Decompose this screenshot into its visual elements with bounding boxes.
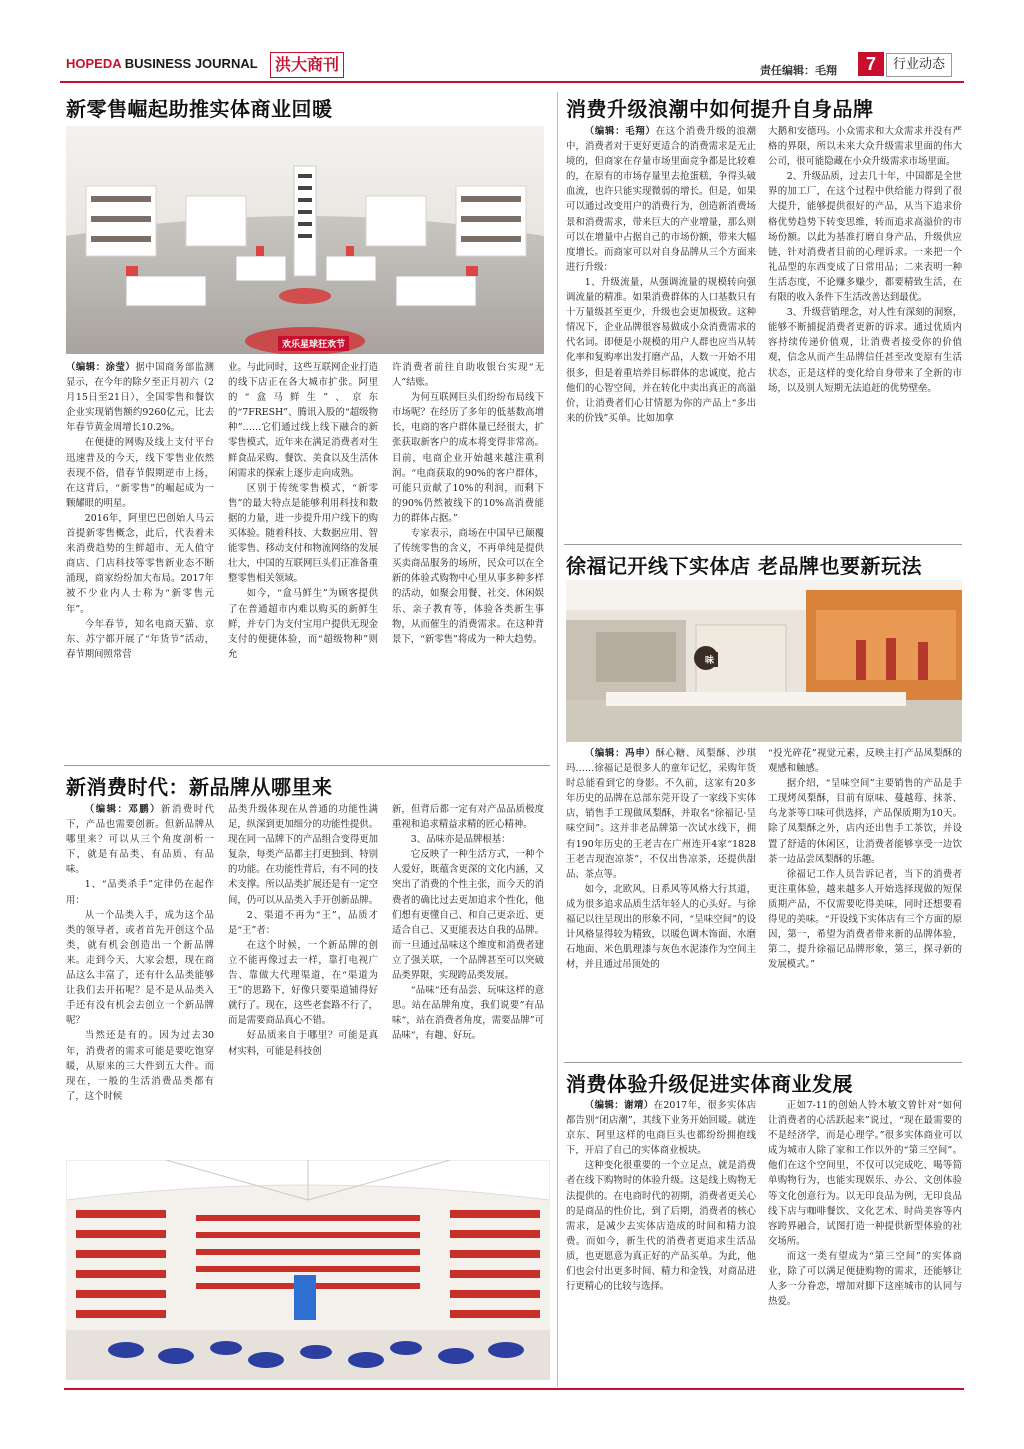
paragraph: 业。与此同时，这些互联网企业打造的线下店正在各大城市扩张。阿里的“盒马鲜生”、京东的“7FRESH”、腾讯入股的“超级物种”……它们通过线上线下融合的新零售模式，近年来在满足消费者对生鲜食品采购、餐饮、美食以及生活休闲需求的探索上逐步走向成熟。 (228, 362, 378, 479)
paragraph: 据中国商务部监测显示，在今年的除夕至正月初六（2月15日至21日），全国零售和餐饮企业实现销售额约9260亿元，比去年春节黄金周增长10.2%。 (66, 362, 214, 434)
paragraph: 在2017年，很多实体店都告别“闭店潮”，其线下业务开始回暖。就连京东、阿里这样的电商巨头也都纷纷拥抱线下，开启了自己的实体商业板块。 (566, 1100, 756, 1157)
paragraph: 当然还是有的。因为过去30年，消费者的需求可能是要吃饱穿暖，从原来的三大件到五大件。而现在，一般的生活消费品类都有了，这个时候 (66, 1030, 214, 1102)
paragraph: 2、升级品质，过去几十年，中国都是全世界的加工厂，在这个过程中供给能力得到了很大提升，能够提供很好的产品，从当下追求价格优势趋势下转变思维，转而追求高溢价的市场份额。以此为基准打磨自身产品，升级供应链，针对消费者目前的心理诉求。一来把一个礼品型的东西变成了日常用品；二来表明一种生活态度，不论赚多赚少，都要精致生活，在有限的收入条件下生活改善达到最优。 (768, 171, 962, 304)
article-column (392, 802, 544, 1152)
page-header (60, 52, 964, 82)
article-editor: （编辑：冯申） (584, 748, 656, 759)
article-title: 新零售崛起助推实体商业回暖 (66, 97, 333, 121)
article-column (392, 360, 544, 760)
paragraph: 2、渠道不再为“王”，品质才是“王”者： (228, 909, 378, 936)
article-column (228, 802, 378, 1152)
paragraph: 好品质来自于哪里？可能是真材实料，可能是科技创 (228, 1030, 378, 1057)
paragraph: “品味“还有品尝、玩味这样的意思。站在品牌角度，我们说要”有品味“，站在消费者角度，需要品牌”可品味“，有趣、好玩。 (392, 985, 544, 1042)
page-number: 7 (858, 52, 884, 76)
article-separator (64, 765, 550, 766)
paragraph: 从一个品类入手，成为这个品类的领导者，或者首先开创这个品类，就有机会创造出一个新品牌来。走到今天，大家会想，现在商品这么丰富了，还有什么品类能够让我们去开拓呢？是不是从品类入手还有没有机会去创立一个新品牌呢？ (66, 909, 214, 1027)
article-editor: （编辑：谢靖） (584, 1100, 654, 1111)
paragraph: 在便捷的网购及线上支付平台迅速普及的今天，线下零售业依然表现不俗，借春节假期逆市上扬，在这背后，“新零售”的崛起成为一颗耀眼的明星。 (66, 437, 214, 509)
article-separator (564, 1062, 962, 1063)
responsible-editor: 责任编辑：毛翔 (760, 64, 837, 77)
bookstore-shelves-photo (66, 1160, 550, 1380)
article-column (566, 124, 756, 542)
article-column (228, 360, 378, 760)
paragraph: 如今，“盒马鲜生”为顾客提供了在普通超市内难以购买的新鲜生鲜，并专门为支付宝用户提供无现金支付的便捷体验，而“超级物种”则允 (228, 588, 378, 660)
paragraph: 大鹅和安德玛。小众需求和大众需求并没有严格的界限，所以未来大众升级需求里面的伟大公司，很可能隐藏在小众升级需求市场里面。 (768, 126, 962, 168)
paragraph: 它反映了一种生活方式，一种个人爱好，既蕴含更深的文化内涵，又突出了消费的个性主张，而今天的消费者的确比过去更加追求个性化，他们想有更懂自己、和自己更亲近、更适合自己、又更能表达自我的品牌。而一旦通过品味这个维度和消费者建立了强关联，一个品牌甚至可以突破品类界限，实现跨品类发展。 (392, 849, 544, 982)
store-logo-sign: 味 (701, 652, 718, 667)
masthead-english (66, 56, 258, 71)
paragraph: 新，但背后都一定有对产品品质极度重视和追求精益求精的匠心精神。 (392, 804, 544, 831)
article-column (66, 802, 214, 1152)
mall-store-photo (66, 126, 544, 354)
paragraph: 专家表示，商场在中国早已颠覆了传统零售的含义，不再单纯是提供买卖商品服务的场所，民众可以在全新的体验式购物中心里从事多种多样的活动，如聚会用餐、社交、休闲娱乐、亲子教育等，体验各类新生事物，从而催生的消费需求。在这种背景下，“新零售”将成为一种大趋势。 (392, 528, 544, 645)
article-column (566, 1098, 756, 1380)
article-title: 消费体验升级促进实体商业发展 (566, 1072, 853, 1096)
store-interior-photo (566, 580, 962, 742)
article-column (768, 1098, 962, 1380)
masthead-business-journal: BUSINESS JOURNAL (121, 56, 258, 71)
paragraph: 许消费者前往自助收银台实现“无人”结账。 (392, 362, 544, 389)
paragraph: 在这个时候，一个新品牌的创立不能再像过去一样，靠打电视广告、靠做大代理渠道，在“渠道为王”的思路下，好像只要渠道铺得好就行了。现在，这些老套路不行了，而是需要商品真心不错。 (228, 939, 378, 1027)
article-title: 徐福记开线下实体店 老品牌也要新玩法 (566, 554, 922, 578)
article-title: 消费升级浪潮中如何提升自身品牌 (566, 97, 874, 121)
paragraph: 为何互联网巨头们纷纷布局线下市场呢？在经历了多年的低基数高增长，电商的客户群体量已经很大，扩张获取新客户的成本将变得非常高。目前，电商企业开始越来越注重利润。“电商获取的90%的客户群体，可能只贡献了10%的利润，而剩下的90%仍然被线下的10%高消费能力的群体占据。” (392, 392, 544, 524)
paragraph: 新消费时代下，产品也需要创新。但新品牌从哪里来？可以从三个角度剖析一下，就是有品类、有品质、有品味。 (66, 804, 214, 876)
article-column (566, 746, 756, 1058)
paragraph: 如今，北欧风、日系风等风格大行其道，成为很多追求品质生活年轻人的心头好。与徐福记以往呈现出的形象不同，“呈味空间”的设计风格显得较为精致，以暖色调木饰面、水磨石地面、米色肌理漆与灰色水泥漆作为空间主材，并且通过吊顶处的 (566, 883, 756, 971)
paragraph: 这种变化很重要的一个立足点，就是消费者在线下购物时的体验升级。这是线上购物无法提供的。在电商时代的初期，消费者更关心的是商品的性价比，到了后期，消费者的核心需求，是减少去实体店造成的时间和精力浪费。而如今，新生代的消费者更追求生活品质，也更愿意为真正好的产品买单。为此，他们也会付出更多时间、精力和金钱，对商品进行更精心的比较与选择。 (566, 1160, 756, 1293)
paragraph: 3、升级营销理念，对人性有深刻的洞察，能够不断捕捉消费者更新的诉求。通过优质内容持续传递价值观，让消费者接受你的价值观，信念从而产生品牌信任甚至改变原有生活状态，正是这样的变化给自身带来了全新的市场，以及别人短期无法追赶的优势壁垒。 (768, 307, 962, 394)
section-name: 行业动态 (886, 53, 952, 77)
article-column (66, 360, 214, 760)
column-divider (557, 92, 558, 1387)
photo-sign-text: 欢乐星球狂欢节 (278, 336, 349, 351)
masthead-hopeda: HOPEDA (66, 56, 122, 71)
article-editor: （编辑：毛翔） (584, 126, 656, 137)
footer-rule (64, 1388, 964, 1390)
paragraph: 酥心糖、凤梨酥、沙琪玛……徐福记是很多人的童年记忆，采购年货时总能看到它的身影。不久前，这家有20多年历史的品牌在总部东莞开设了一家线下实体店，销售手工现做凤梨酥，并取名“徐福记·呈味空间”。这并非老品牌第一次试水线下，拥有190年历史的王老吉在广州连开4家“1828王老吉现泡凉茶”，不仅出售凉茶，还提供甜品、茶点等。 (566, 748, 756, 880)
paragraph: 品类升级体现在从普通的功能性满足，纵深到更加细分的功能性提供。现在同一品牌下的产品组合变得更加复杂，每类产品都主打更独到、特别的功能。在功能性背后，有不同的技术支撑。所以品类扩展还是有一定空间，仍可以从品类入手开创新品牌。 (228, 804, 378, 906)
article-separator (564, 544, 962, 545)
article-title: 新消费时代：新品牌从哪里来 (66, 775, 333, 799)
paragraph: 今年春节，知名电商天猫、京东、苏宁都开展了“年货节”活动，春节期间照常营 (66, 618, 214, 660)
paragraph: “投光碎花”视觉元素，反映主打产品凤梨酥的观感和触感。 (768, 748, 962, 775)
paragraph: 1、“品类杀手”定律仍在起作用： (66, 879, 214, 906)
article-editor: （编辑：涂莹） (66, 362, 136, 373)
paragraph: 徐福记工作人员告诉记者，当下的消费者更注重体验，越来越多人开始选择现做的短保质期产品，不仅需要吃得美味，同时还想要看得见的美味。“开设线下实体店有三个方面的原因，第一，希望为消费者带来新的品牌体验，第二，提升徐福记品牌形象，第三，探寻新的发展模式。” (768, 868, 962, 971)
paragraph: 而这一类有望成为“第三空间”的实体商业，除了可以满足便捷购物的需求，还能够让人多一分眷恋，增加对脚下这座城市的认同与热爱。 (768, 1250, 962, 1308)
paragraph: 1、升级流量，从强调流量的规模转向强调流量的精准。如果消费群体的人口基数只有十万量级甚至更少，升级也会更加极致。这种情况下，企业品牌很容易做成小众消费需求的代名词。即便是小规模的用户人群也应当从转化率和复购率出发打磨产品，人数一开始不用很多，但是着重培养目标群体的忠诚度，抢占他们的心智空间，并在转化中卖出真正的高溢价，让消费者们心甘情愿为你的产品上“多出来的价钱”买单。比如加拿 (566, 276, 756, 424)
article-editor: （编辑：邓鹏） (84, 804, 162, 815)
paragraph: 据介绍，“呈味空间”主要销售的产品是手工现烤凤梨酥，目前有原味、蔓越莓、抹茶、乌龙茶等口味可供选择，产品保质期为10天。除了凤梨酥之外，店内还出售手工茶饮，并设置了舒适的休闲区，让消费者能够享受一边饮茶一边品尝凤梨酥的乐趣。 (768, 778, 962, 865)
article-column (768, 746, 962, 1058)
paragraph: 3、品味亦是品牌根基： (410, 834, 511, 846)
paragraph: 2016年，阿里巴巴创始人马云首提新零售概念，此后，代表着未来消费趋势的生鲜超市、无人值守商店、门店科技等零售新业态不断涌现，商家纷纷加大布局。2017年被不少业内人士称为“新零售元年”。 (66, 512, 214, 615)
paragraph: 区别于传统零售模式，“新零售”的最大特点是能够利用科技和数据的力量，进一步提升用户线下的购买体验。随着科技、大数据应用、智能零售、移动支付和物流网络的发展壮大，中国的互联网巨头们正准备重整零售相关领域。 (228, 482, 378, 585)
masthead-chinese-logo: 洪大商刊 (270, 52, 344, 78)
header-rule (60, 81, 964, 83)
paragraph: 正如7-11的创始人铃木敏文曾针对“如何让消费者的心活跃起来”说过，“现在最需要的不是经济学，而是心理学。”很多实体商业可以成为城市人除了家和工作以外的“第三空间”。他们在这个空间里，不仅可以完成吃、喝等简单购物行为，也能实现娱乐、办公、文创体验等文化创意行为。以无印良品为例，无印良品线下店与咖啡餐饮、文化艺术、时尚美容等内容跨界融合，试图打造一种提供新型体验的社交场所。 (768, 1100, 962, 1247)
paragraph: 在这个消费升级的浪潮中，消费者对于更好更适合的消费需求是无止境的，但商家在存量市场里面竞争都是比较难的，在原有的市场存量里去抢蛋糕，争得头破血流，也许只能实现微弱的增长。但是，如果可以通过改变用户的消费行为，创造新消费场景和消费需求，带来巨大的产业增量，那么则可以在增量中占据自己的市场份额，带来大幅度增长。而商家可以对自身品牌从三个方面来进行升级： (566, 126, 756, 273)
article-column (768, 124, 962, 542)
